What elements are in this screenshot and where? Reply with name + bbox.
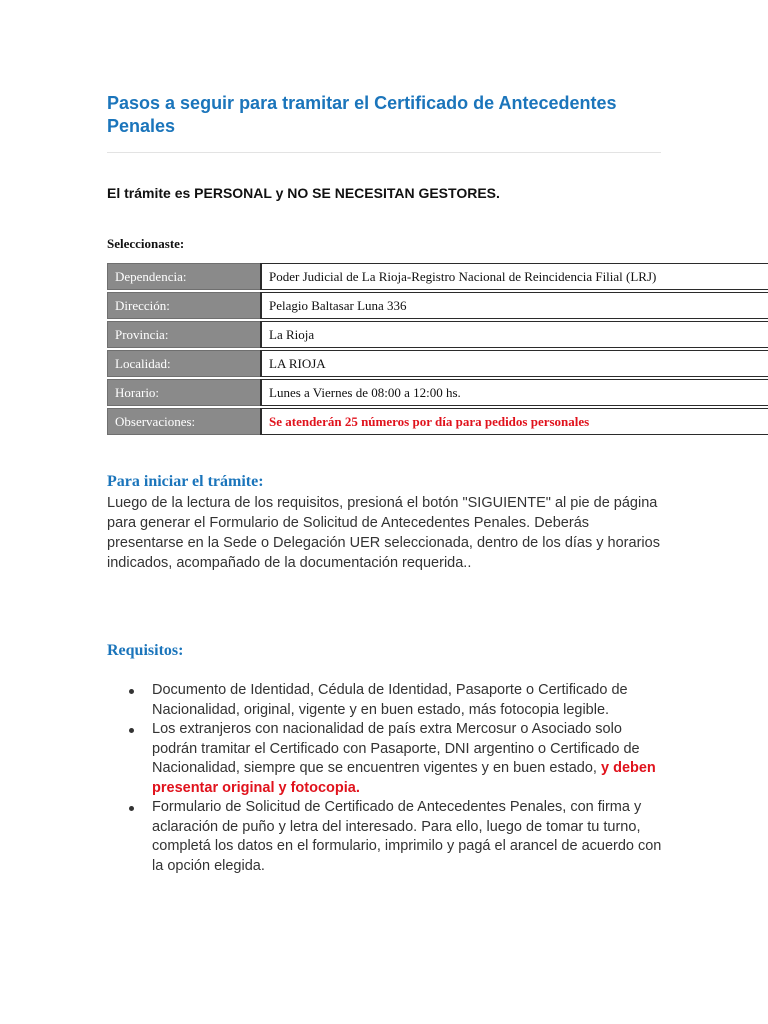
row-label-localidad: Localidad:: [107, 350, 260, 377]
table-row: [107, 350, 768, 377]
requirement-text: Formulario de Solicitud de Certificado de Antecedentes Penales, con firma y aclaración de puño y letra del interesado. Para ello, luego de tomar tu turno, completá los datos en el formulario, imprimilo y pagá el arancel de acuerdo con la opción elegida.: [152, 799, 662, 874]
list-item: [107, 798, 667, 876]
requirements-heading: Requisitos:: [107, 642, 184, 659]
row-label-provincia: Provincia:: [107, 321, 260, 348]
row-label-dependencia: Dependencia:: [107, 263, 260, 290]
bullet-icon: [129, 728, 134, 733]
row-value-localidad: LA RIOJA: [260, 350, 768, 377]
row-label-observaciones: Observaciones:: [107, 408, 260, 435]
requirement-text: Los extranjeros con nacionalidad de país extra Mercosur o Asociado solo podrán tramitar el Certificado con Pasaporte, DNI argentino o Certificado de Nacionalidad, siempre que se encuentren vigentes y en buen estado,: [152, 721, 640, 776]
table-row: [107, 379, 768, 406]
row-value-dependencia: Poder Judicial de La Rioja-Registro Nacional de Reincidencia Filial (LRJ): [260, 263, 768, 290]
list-item: [107, 681, 667, 720]
row-value-horario: Lunes a Viernes de 08:00 a 12:00 hs.: [260, 379, 768, 406]
row-value-provincia: La Rioja: [260, 321, 768, 348]
row-label-direccion: Dirección:: [107, 292, 260, 319]
title-divider: [107, 152, 661, 153]
start-procedure-text: Luego de la lectura de los requisitos, presioná el botón "SIGUIENTE" al pie de página para generar el Formulario de Solicitud de Antecedentes Penales. Deberás presentarse en la Sede o Delegación UER seleccionada, dentro de los días y horarios indicados, acompañado de la documentación requerida..: [107, 495, 660, 571]
selection-label: Seleccionaste:: [107, 236, 185, 251]
requirement-emphasis: y deben presentar original y fotocopia.: [152, 760, 656, 796]
requirements-list: [107, 681, 667, 876]
row-value-direccion: Pelagio Baltasar Luna 336: [260, 292, 768, 319]
table-row: [107, 321, 768, 348]
bullet-icon: [129, 689, 134, 694]
selection-table: [107, 261, 768, 437]
start-procedure-heading: Para iniciar el trámite:: [107, 473, 264, 490]
row-label-horario: Horario:: [107, 379, 260, 406]
table-row: [107, 292, 768, 319]
page-title: Pasos a seguir para tramitar el Certificado de Antecedentes Penales: [107, 93, 617, 136]
bullet-icon: [129, 806, 134, 811]
table-row: [107, 263, 768, 290]
table-row: [107, 408, 768, 435]
row-value-observaciones: Se atenderán 25 números por día para pedidos personales: [260, 408, 768, 435]
list-item: [107, 720, 667, 798]
personal-procedure-note: El trámite es PERSONAL y NO SE NECESITAN GESTORES.: [107, 185, 500, 201]
requirement-text: Documento de Identidad, Cédula de Identidad, Pasaporte o Certificado de Nacionalidad, original, vigente y en buen estado, más fotocopia legible.: [152, 682, 628, 718]
